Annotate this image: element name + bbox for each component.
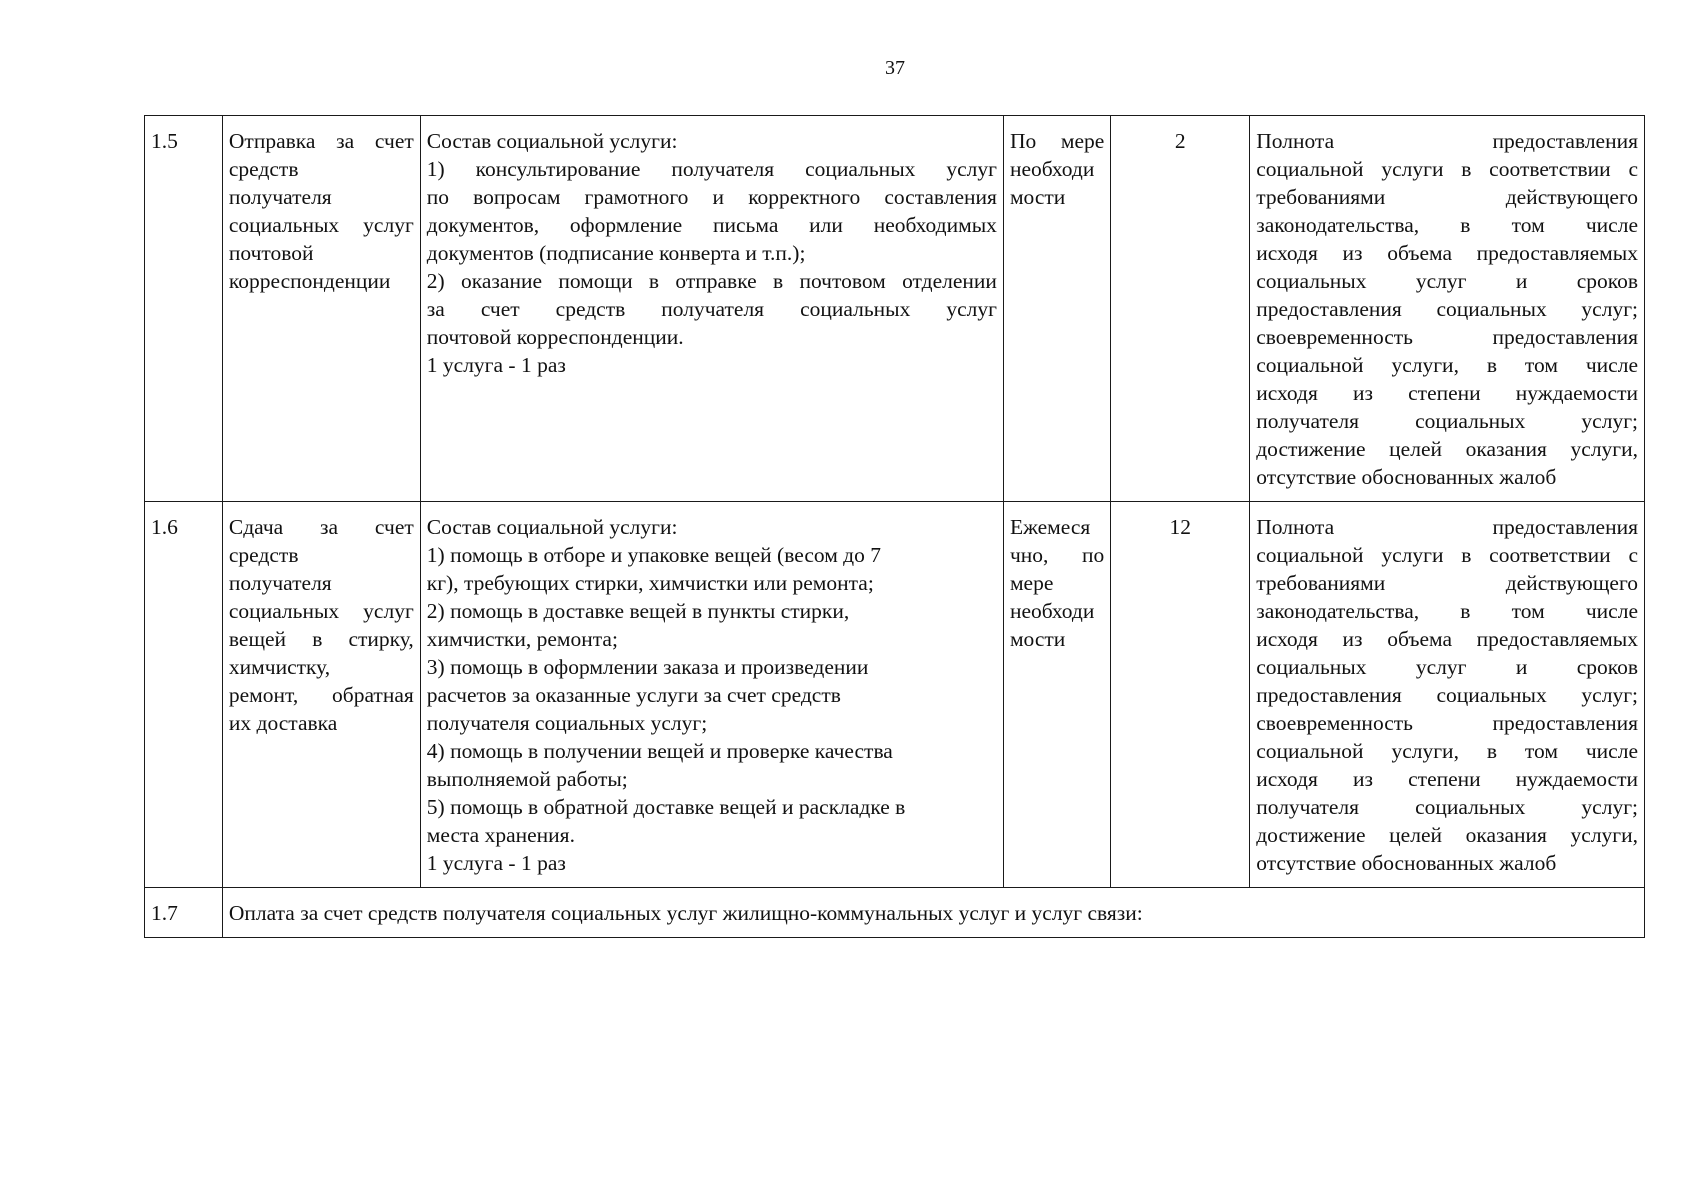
cell-text-line: 2) помощь в доставке вещей в пункты стирки, — [426, 599, 850, 623]
service-count-cell: 2 — [1111, 116, 1250, 502]
cell-text-line: средств — [228, 157, 299, 181]
service-name-cell — [222, 502, 420, 888]
cell-text-line: ремонт, обратная — [228, 683, 414, 707]
cell-text-line: законодательства, в том числе — [1256, 599, 1638, 623]
cell-text-line: требованиями действующего — [1256, 185, 1638, 209]
services-table — [144, 115, 1645, 938]
cell-text-line: Состав социальной услуги: — [426, 129, 678, 153]
cell-text-line: мере — [1009, 571, 1054, 595]
cell-text-line: за счет средств получателя социальных услуг — [426, 297, 997, 321]
cell-text-line: документов (подписание конверта и т.п.); — [426, 241, 806, 265]
cell-text-line: Ежемеся — [1009, 515, 1091, 539]
cell-text-line: почтовой корреспонденции. — [426, 325, 684, 349]
cell-text-line: 1 услуга - 1 раз — [426, 851, 566, 875]
cell-text-line: исходя из объема предоставляемых — [1256, 627, 1638, 651]
cell-text-line: своевременность предоставления — [1256, 711, 1638, 735]
cell-text-line: чно, по — [1009, 543, 1105, 567]
cell-text-line: социальной услуги в соответствии с — [1256, 157, 1638, 181]
cell-text-line: кг), требующих стирки, химчистки или ремонта; — [426, 571, 874, 595]
cell-text-line: достижение целей оказания услуги, — [1256, 823, 1638, 847]
cell-text-line: Состав социальной услуги: — [426, 515, 678, 539]
cell-text-line: своевременность предоставления — [1256, 325, 1638, 349]
cell-text-line: исходя из объема предоставляемых — [1256, 241, 1638, 265]
cell-text-line: социальных услуг и сроков — [1256, 655, 1638, 679]
cell-text-line: Отправка за счет — [228, 129, 414, 153]
cell-text-line: документов, оформление письма или необходимых — [426, 213, 997, 237]
cell-text-line: требованиями действующего — [1256, 571, 1638, 595]
service-content-cell — [420, 116, 1003, 502]
cell-text-line: мости — [1009, 185, 1066, 209]
service-frequency-cell — [1003, 502, 1110, 888]
cell-text-line: социальных услуг и сроков — [1256, 269, 1638, 293]
services-table-body — [145, 116, 1645, 938]
cell-text-line: корреспонденции — [228, 269, 391, 293]
cell-text-line: химчистки, ремонта; — [426, 627, 618, 651]
cell-text-line: расчетов за оказанные услуги за счет средств — [426, 683, 841, 707]
cell-text-line: мости — [1009, 627, 1066, 651]
cell-text-line: Полнота предоставления — [1256, 515, 1638, 539]
cell-text-line: социальных услуг — [228, 213, 414, 237]
cell-text-line: 2) оказание помощи в отправке в почтовом отделении — [426, 269, 997, 293]
cell-text-line: отсутствие обоснованных жалоб — [1256, 851, 1557, 875]
cell-text-line: почтовой — [228, 241, 314, 265]
cell-text-line: вещей в стирку, — [228, 627, 414, 651]
cell-text-line: социальных услуг — [228, 599, 414, 623]
cell-text-line: Сдача за счет — [228, 515, 414, 539]
cell-text-line: по вопросам грамотного и корректного составления — [426, 185, 997, 209]
service-number-cell: 1.7 — [145, 888, 223, 938]
cell-text-line: исходя из степени нуждаемости — [1256, 767, 1638, 791]
cell-text-line: По мере — [1009, 129, 1105, 153]
cell-text-line: химчистку, — [228, 655, 331, 679]
cell-text-line: места хранения. — [426, 823, 575, 847]
table-row — [145, 116, 1645, 502]
service-number-cell: 1.5 — [145, 116, 223, 502]
cell-text-line: 4) помощь в получении вещей и проверке качества — [426, 739, 893, 763]
service-quality-cell — [1250, 502, 1645, 888]
cell-text-line: средств — [228, 543, 299, 567]
cell-text-line: получателя социальных услуг; — [1256, 409, 1638, 433]
service-frequency-cell — [1003, 116, 1110, 502]
cell-text-line: отсутствие обоснованных жалоб — [1256, 465, 1557, 489]
cell-text-line: получателя — [228, 571, 332, 595]
cell-text-line: исходя из степени нуждаемости — [1256, 381, 1638, 405]
cell-text-line: социальной услуги, в том числе — [1256, 739, 1638, 763]
cell-text-line: предоставления социальных услуг; — [1256, 683, 1638, 707]
service-group-title: Оплата за счет средств получателя социальных услуг жилищно-коммунальных услуг и услуг связи: — [222, 888, 1644, 938]
cell-text-line: предоставления социальных услуг; — [1256, 297, 1638, 321]
cell-text-line: получателя социальных услуг; — [426, 711, 708, 735]
cell-text-line: необходи — [1009, 599, 1095, 623]
service-name-cell — [222, 116, 420, 502]
cell-text-line: социальной услуги в соответствии с — [1256, 543, 1638, 567]
service-content-cell — [420, 502, 1003, 888]
cell-text-line: необходи — [1009, 157, 1095, 181]
cell-text-line: выполняемой работы; — [426, 767, 628, 791]
cell-text-line: 1) помощь в отборе и упаковке вещей (весом до 7 — [426, 543, 882, 567]
cell-text-line: 1 услуга - 1 раз — [426, 353, 566, 377]
cell-text-line: получателя — [228, 185, 332, 209]
cell-text-line: законодательства, в том числе — [1256, 213, 1638, 237]
cell-text-line: 1) консультирование получателя социальных услуг — [426, 157, 997, 181]
cell-text-line: Полнота предоставления — [1256, 129, 1638, 153]
cell-text-line: 3) помощь в оформлении заказа и произведении — [426, 655, 869, 679]
cell-text-line: социальной услуги, в том числе — [1256, 353, 1638, 377]
cell-text-line: достижение целей оказания услуги, — [1256, 437, 1638, 461]
service-number-cell: 1.6 — [145, 502, 223, 888]
service-quality-cell — [1250, 116, 1645, 502]
cell-text-line: 5) помощь в обратной доставке вещей и раскладке в — [426, 795, 906, 819]
cell-text-line: их доставка — [228, 711, 338, 735]
page-number: 37 — [885, 57, 905, 79]
cell-text-line: получателя социальных услуг; — [1256, 795, 1638, 819]
table-row — [145, 502, 1645, 888]
service-count-cell: 12 — [1111, 502, 1250, 888]
table-row — [145, 888, 1645, 938]
